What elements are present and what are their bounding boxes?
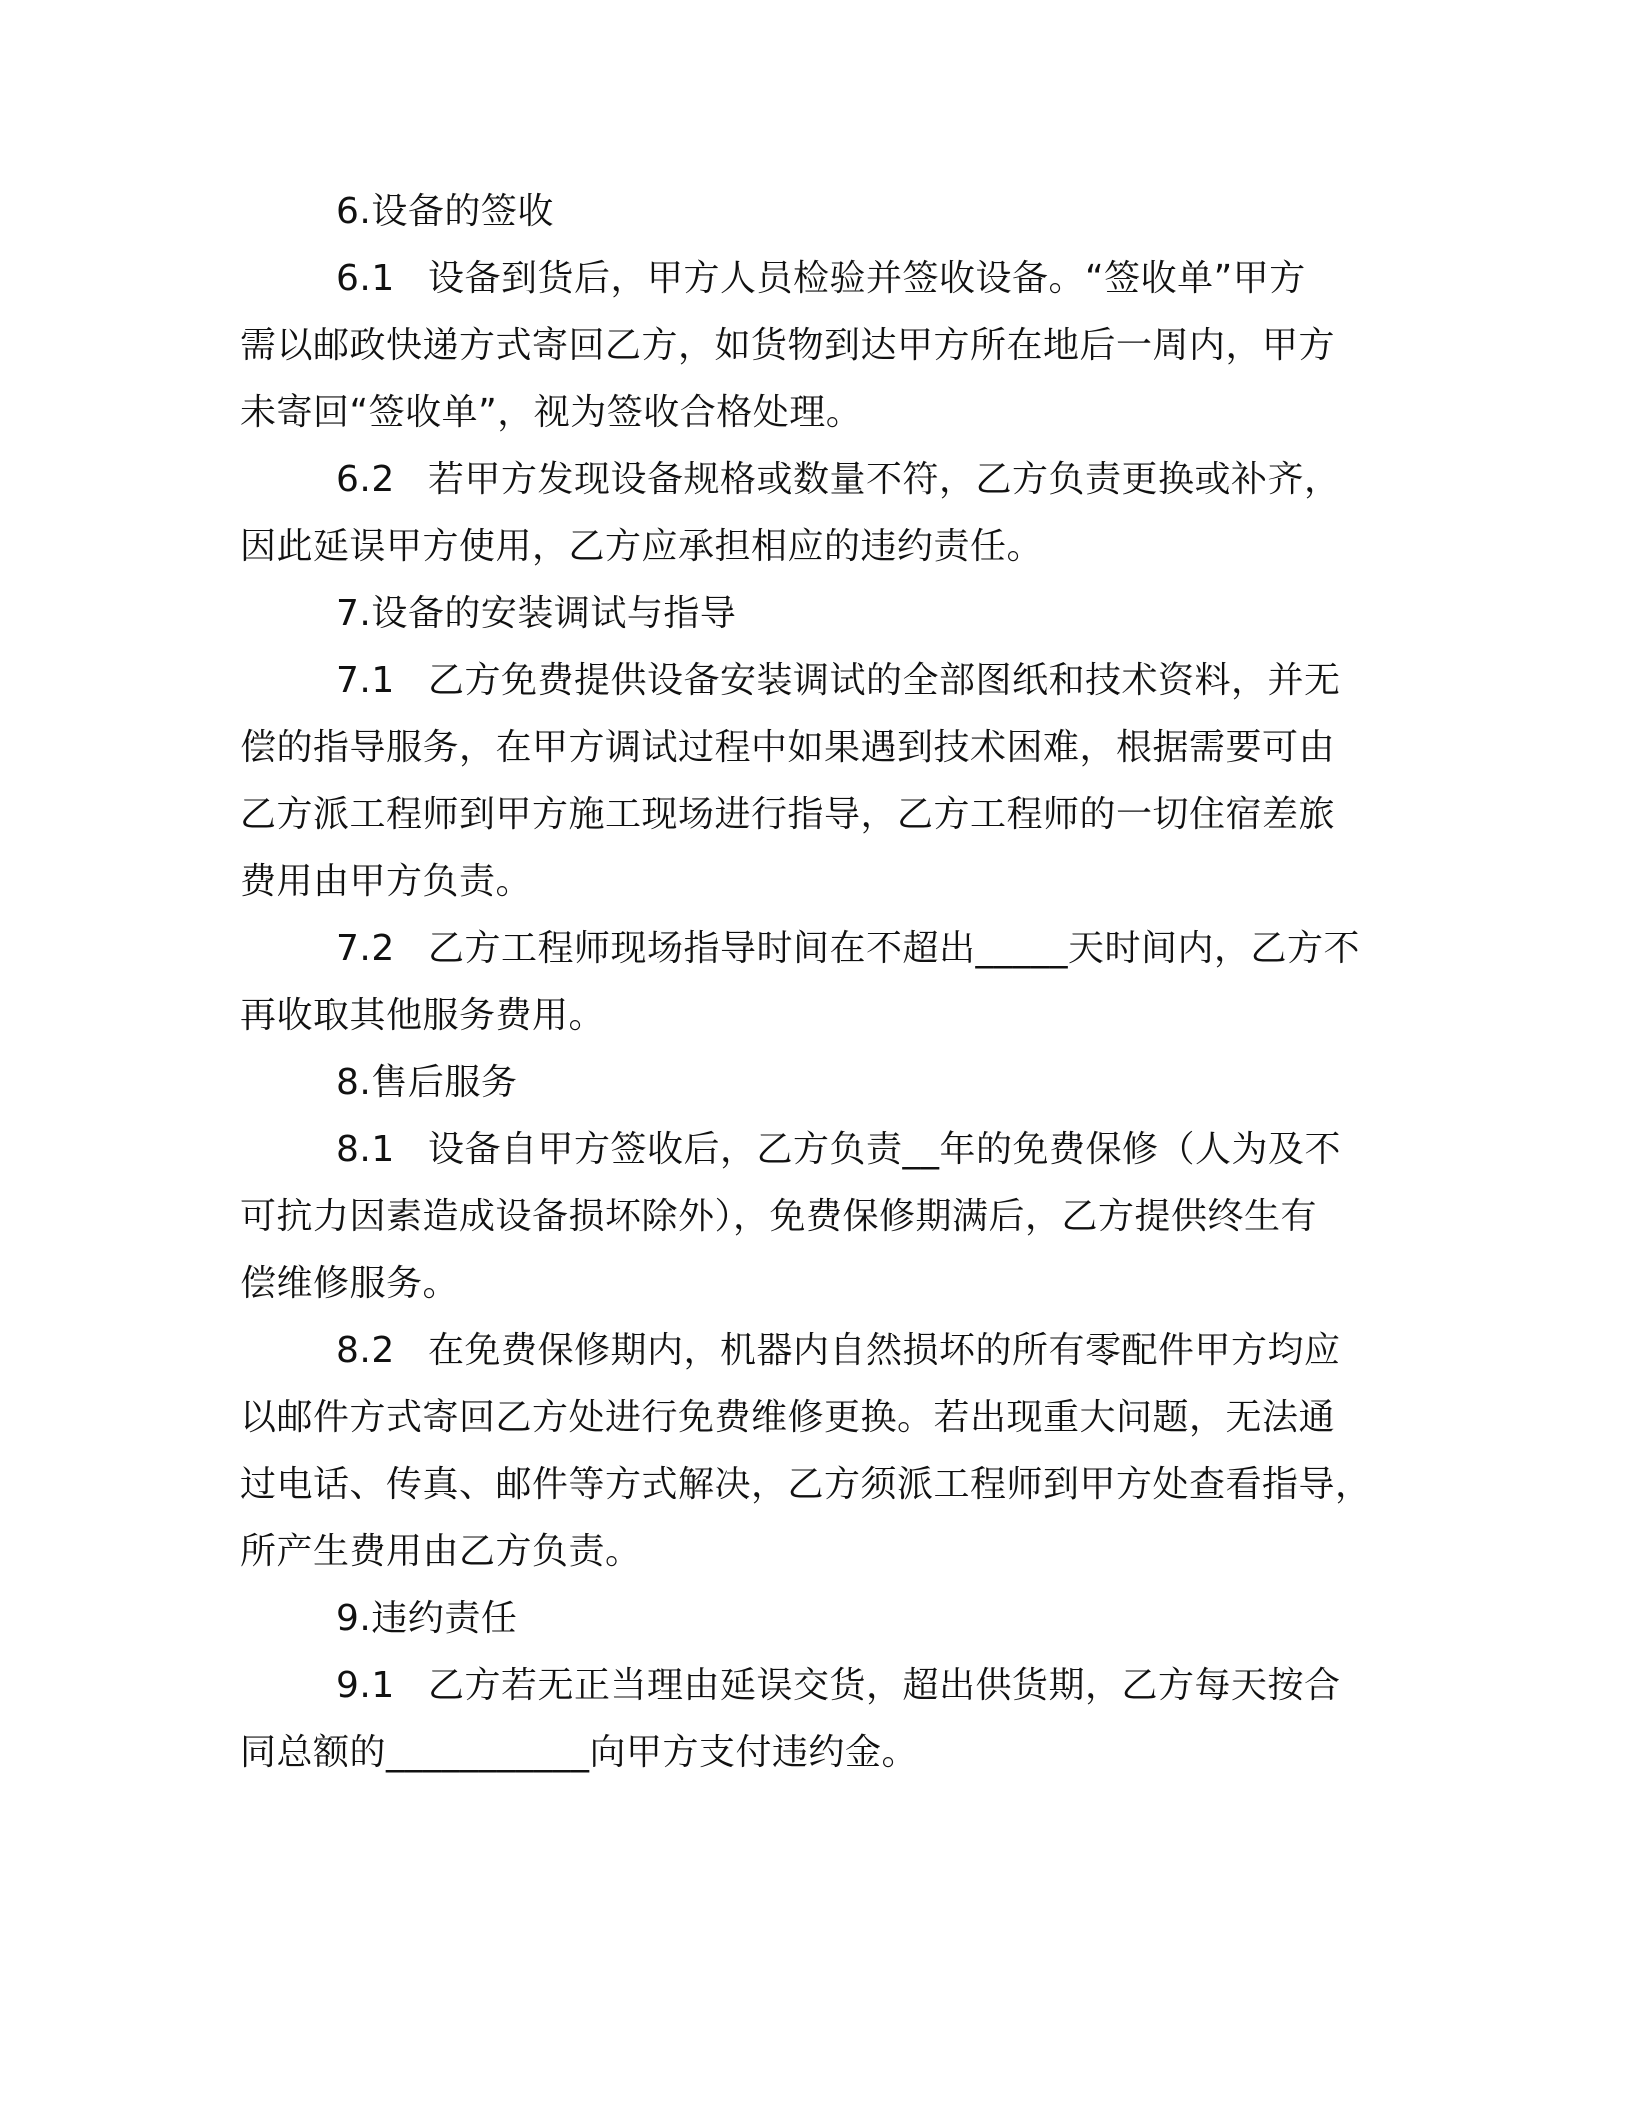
clause-number: 8.2 — [336, 1330, 395, 1371]
paragraph-line: 过电话、传真、邮件等方式解决，乙方须派工程师到甲方处查看指导， — [240, 1464, 1372, 1505]
paragraph-line: 偿的指导服务，在甲方调试过程中如果遇到技术困难，根据需要可由 — [240, 727, 1336, 768]
clause-number: 8.1 — [336, 1129, 395, 1170]
section-heading: 7.设备的安装调试与指导 — [336, 593, 737, 634]
paragraph-line: 9.1 乙方若无正当理由延误交货，超出供货期，乙方每天按合 — [336, 1662, 1341, 1710]
paragraph-line: 6.2 若甲方发现设备规格或数量不符，乙方负责更换或补齐， — [336, 456, 1341, 504]
section-heading: 6.设备的签收 — [336, 191, 554, 232]
paragraph-line: 8.2 在免费保修期内，机器内自然损坏的所有零配件甲方均应 — [336, 1327, 1341, 1375]
paragraph-line: 可抗力因素造成设备损坏除外），免费保修期满后，乙方提供终生有 — [240, 1196, 1318, 1237]
paragraph-line: 因此延误甲方使用，乙方应承担相应的违约责任。 — [240, 526, 1044, 567]
paragraph-line: 需以邮政快递方式寄回乙方，如货物到达甲方所在地后一周内，甲方 — [240, 325, 1336, 366]
paragraph-line: 8.1 设备自甲方签收后，乙方负责__年的免费保修（人为及不 — [336, 1126, 1341, 1174]
clause-number: 7.2 — [336, 928, 395, 969]
section-heading: 8.售后服务 — [336, 1062, 518, 1103]
section-heading: 9.违约责任 — [336, 1598, 518, 1639]
clause-number: 6.1 — [336, 258, 395, 299]
paragraph-line: 7.2 乙方工程师现场指导时间在不超出_____天时间内，乙方不 — [336, 925, 1360, 973]
paragraph-line: 所产生费用由乙方负责。 — [240, 1531, 642, 1572]
paragraph-line: 以邮件方式寄回乙方处进行免费维修更换。若出现重大问题，无法通 — [240, 1397, 1336, 1438]
clause-number: 7.1 — [336, 660, 395, 701]
clause-number: 6.2 — [336, 459, 395, 500]
paragraph-line: 费用由甲方负责。 — [240, 861, 533, 902]
clause-number: 9.1 — [336, 1665, 395, 1706]
paragraph-line: 偿维修服务。 — [240, 1263, 460, 1304]
paragraph-line: 同总额的___________向甲方支付违约金。 — [240, 1732, 919, 1773]
paragraph-line: 6.1 设备到货后，甲方人员检验并签收设备。“签收单”甲方 — [336, 255, 1306, 303]
paragraph-line: 乙方派工程师到甲方施工现场进行指导，乙方工程师的一切住宿差旅 — [240, 794, 1336, 835]
paragraph-line: 再收取其他服务费用。 — [240, 995, 606, 1036]
paragraph-line: 未寄回“签收单”，视为签收合格处理。 — [240, 392, 863, 433]
paragraph-line: 7.1 乙方免费提供设备安装调试的全部图纸和技术资料，并无 — [336, 657, 1341, 705]
